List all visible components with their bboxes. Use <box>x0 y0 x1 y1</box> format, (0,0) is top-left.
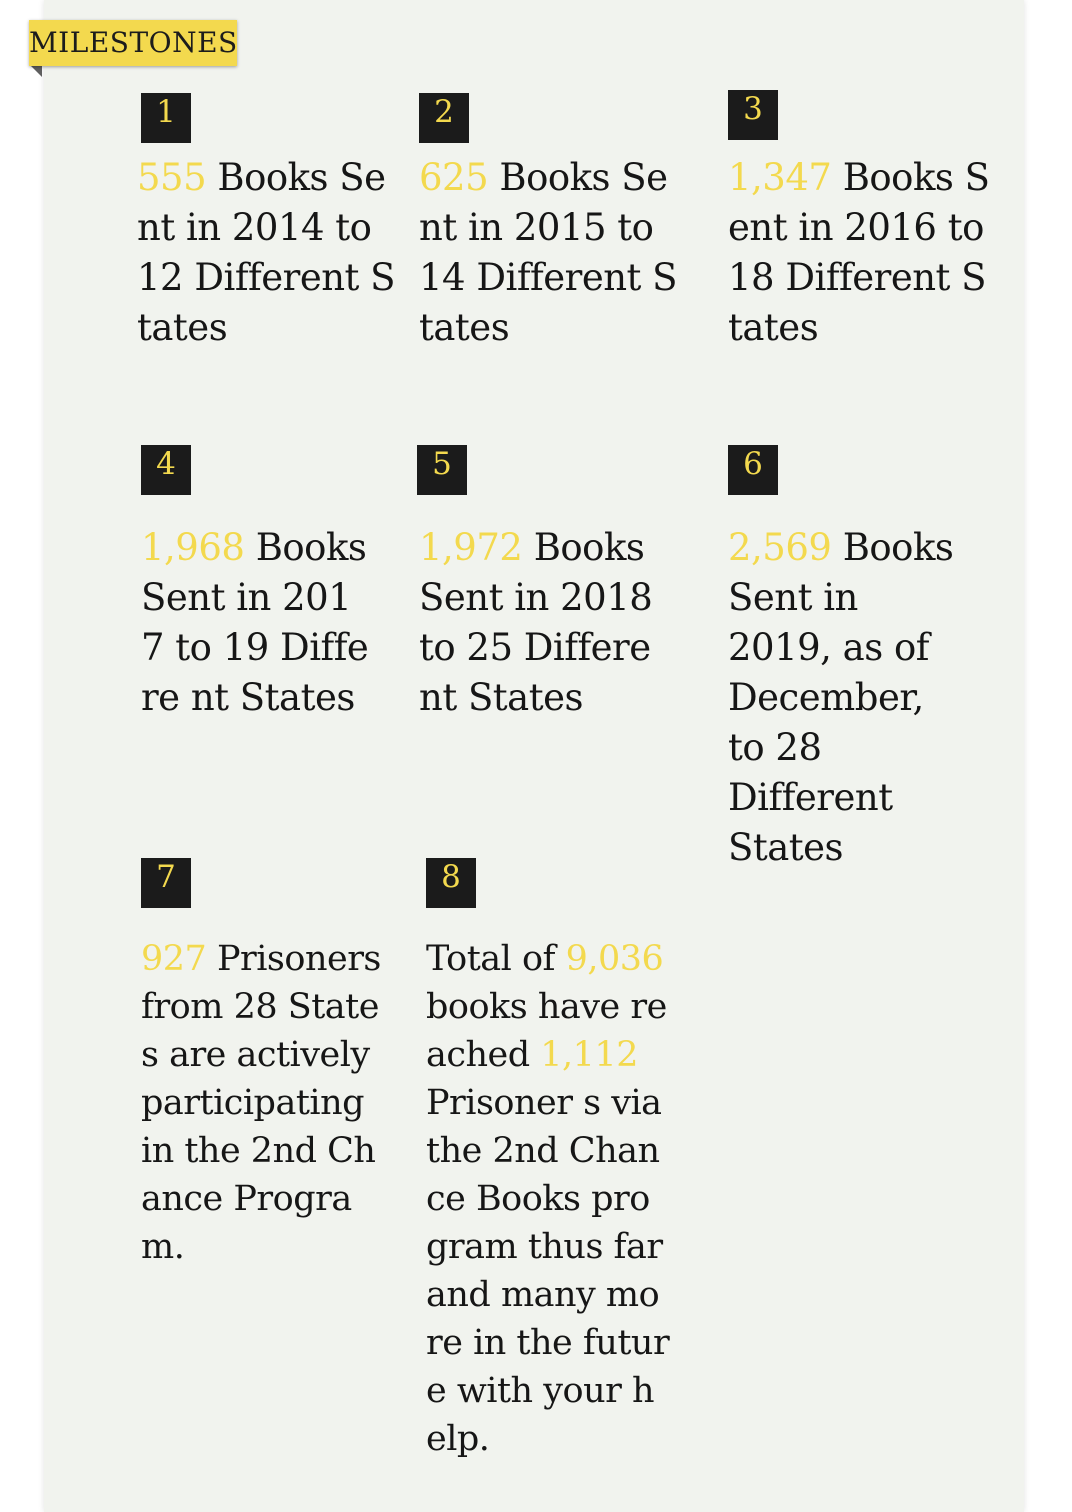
milestone-4 <box>141 445 369 723</box>
milestone-highlight-count: 555 <box>137 156 207 199</box>
milestone-text <box>137 153 399 353</box>
milestone-description: Books Sent in 2018 to 25 Differe nt States <box>419 526 653 719</box>
milestone-5 <box>417 445 653 723</box>
milestone-text <box>426 935 670 1463</box>
milestone-number-badge: 5 <box>417 445 467 495</box>
milestone-text <box>419 523 653 723</box>
milestone-text <box>728 153 994 353</box>
milestone-description: Books Sent in 2019, as of December, to 28 Different States <box>728 526 954 869</box>
milestone-number-badge: 2 <box>419 93 469 143</box>
ribbon-fold <box>31 66 42 77</box>
milestone-description: Books Sent in 2014 to 12 Different States <box>137 156 396 349</box>
milestone-highlight-count: 1,972 <box>419 526 523 569</box>
milestone-2 <box>419 93 687 353</box>
milestone-6 <box>728 445 964 873</box>
milestone-number-badge: 7 <box>141 858 191 908</box>
milestone-description: Prisoner s via the 2nd Chance Books program thus far and many more in the future with your help. <box>426 1083 670 1459</box>
milestone-3 <box>728 90 994 353</box>
milestone-text <box>141 935 385 1271</box>
milestone-7 <box>141 858 385 1271</box>
milestone-description: Books Sent in 2017 to 19 Differe nt States <box>141 526 369 719</box>
milestone-highlight-count: 625 <box>419 156 489 199</box>
milestone-highlight-books: 9,036 <box>565 939 664 979</box>
milestone-highlight-count: 1,347 <box>728 156 832 199</box>
milestone-number-badge: 4 <box>141 445 191 495</box>
milestone-middle: books have reached <box>426 987 667 1075</box>
milestone-highlight-count: 2,569 <box>728 526 832 569</box>
milestone-text <box>141 523 369 723</box>
milestone-number-badge: 3 <box>728 90 778 140</box>
milestone-description: Prisoners from 28 State s are actively participating in the 2nd Chance Program. <box>141 939 381 1267</box>
milestone-number-badge: 6 <box>728 445 778 495</box>
milestone-prefix: Total of <box>426 939 566 979</box>
milestone-highlight-prisoners: 1,112 <box>540 1035 638 1075</box>
milestone-number-badge: 1 <box>141 93 191 143</box>
milestone-8 <box>426 858 670 1463</box>
milestone-description: Books Sent in 2015 to 14 Different States <box>419 156 678 349</box>
milestone-number-badge: 8 <box>426 858 476 908</box>
milestone-highlight-count: 1,968 <box>141 526 245 569</box>
milestone-text <box>728 523 964 873</box>
milestone-highlight-count: 927 <box>141 939 207 979</box>
milestone-text <box>419 153 687 353</box>
milestone-1 <box>137 93 399 353</box>
milestone-description: Books Sent in 2016 to 18 Different States <box>728 156 990 349</box>
section-ribbon: MILESTONES <box>29 20 237 66</box>
